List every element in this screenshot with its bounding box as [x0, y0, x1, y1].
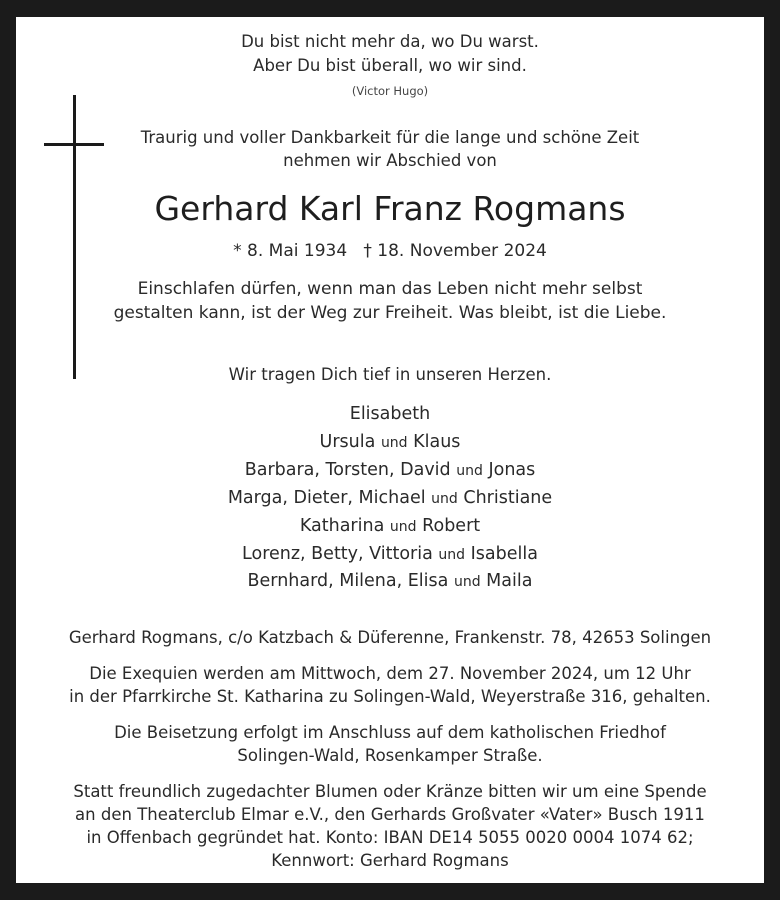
exequien-line-1: Die Exequien werden am Mittwoch, dem 27. November 2024, um 12 Uhr — [89, 664, 691, 683]
life-dates — [0, 241, 780, 261]
family-row-6: Lorenz, Betty, Vittoria und Isabella — [242, 544, 538, 564]
exequien-line-2: in der Pfarrkirche St. Katharina zu Solingen-Wald, Weyerstraße 316, gehalten. — [69, 687, 711, 706]
donation-line-2: an den Theaterclub Elmar e.V., den Gerhards Großvater «Vater» Busch 1911 — [75, 805, 705, 824]
death-date: † 18. November 2024 — [363, 241, 547, 261]
burial-line-1: Die Beisetzung erfolgt im Anschluss auf dem katholischen Friedhof — [114, 723, 666, 742]
donation-line-3: in Offenbach gegründet hat. Konto: IBAN DE14 5055 0020 0004 1074 62; — [86, 828, 694, 847]
deceased-name: Gerhard Karl Franz Rogmans — [154, 189, 626, 228]
family-row-2: Ursula und Klaus — [319, 432, 461, 452]
quote-author: (Victor Hugo) — [351, 84, 429, 98]
saying-line-2: gestalten kann, ist der Weg zur Freiheit. Was bleibt, ist die Liebe. — [113, 303, 667, 323]
family-row-3: Barbara, Torsten, David und Jonas — [244, 460, 536, 480]
saying-line-1: Einschlafen dürfen, wenn man das Leben nicht mehr selbst — [137, 279, 643, 299]
family-row-5: Katharina und Robert — [299, 516, 481, 536]
intro-line-1: Traurig und voller Dankbarkeit für die lange und schöne Zeit — [140, 128, 640, 147]
family-row-1: Elisabeth — [349, 404, 431, 424]
donation-line-1: Statt freundlich zugedachter Blumen oder Kränze bitten wir um eine Spende — [73, 782, 707, 801]
contact-address: Gerhard Rogmans, c/o Katzbach & Düferenne, Frankenstr. 78, 42653 Solingen — [68, 628, 712, 647]
heart-line: Wir tragen Dich tief in unseren Herzen. — [228, 365, 552, 384]
intro-line-2: nehmen wir Abschied von — [283, 151, 497, 170]
family-row-4: Marga, Dieter, Michael und Christiane — [227, 488, 553, 508]
donation-line-4: Kennwort: Gerhard Rogmans — [271, 851, 509, 870]
family-row-7: Bernhard, Milena, Elisa und Maila — [247, 571, 533, 591]
quote-line-2: Aber Du bist überall, wo wir sind. — [253, 56, 527, 75]
quote-line-1: Du bist nicht mehr da, wo Du warst. — [241, 32, 539, 51]
burial-line-2: Solingen-Wald, Rosenkamper Straße. — [237, 746, 543, 765]
birth-date: * 8. Mai 1934 — [233, 241, 348, 261]
